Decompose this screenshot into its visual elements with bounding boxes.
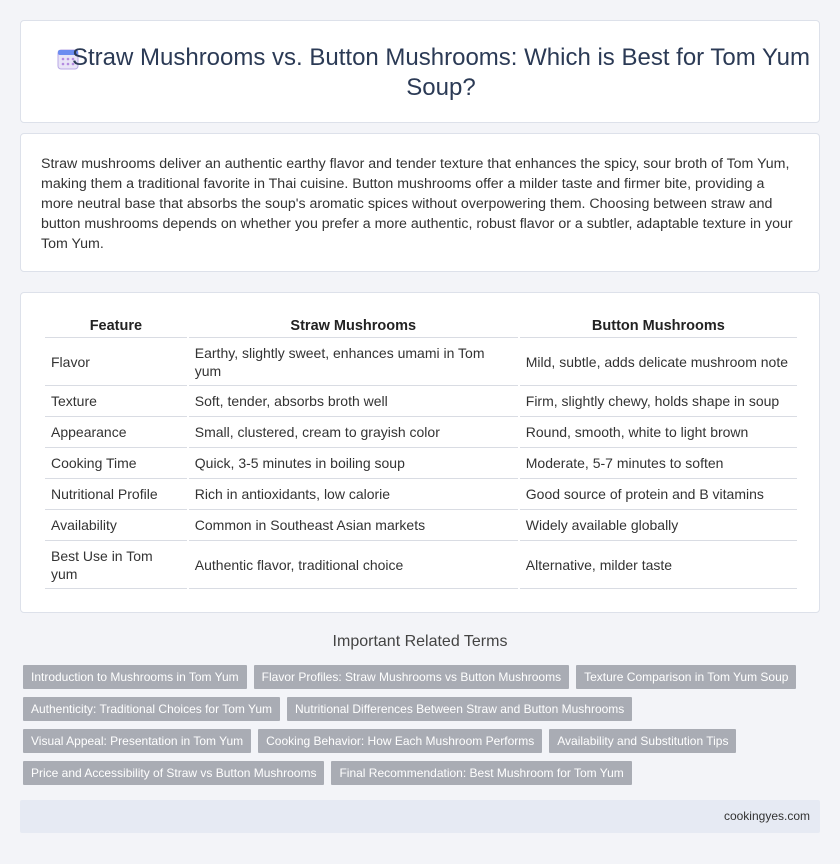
- table-cell: Nutritional Profile: [45, 479, 187, 510]
- related-terms-list: [23, 665, 823, 785]
- table-cell: Alternative, milder taste: [520, 541, 797, 589]
- table-row: [45, 386, 797, 417]
- footer-site-name[interactable]: cookingyes.com: [723, 809, 810, 823]
- related-term-tag[interactable]: Cooking Behavior: How Each Mushroom Performs: [258, 729, 542, 753]
- intro-paragraph: Straw mushrooms deliver an authentic earthy flavor and tender texture that enhances the spicy, sour broth of Tom Yum, making them a traditional favorite in Thai cuisine. Button mushrooms offer a milder taste and firmer bite, providing a more neutral base that absorbs the soup's aromatic spices without overpowering them. Choosing between straw and button mushrooms depends on whether you prefer a more authentic, robust flavor or a subtler, adaptable texture in your Tom Yum.: [41, 156, 793, 252]
- table-row: [45, 338, 797, 386]
- table-cell: Flavor: [45, 338, 187, 386]
- related-term-tag[interactable]: Authenticity: Traditional Choices for Tom Yum: [23, 697, 280, 721]
- table-cell: Appearance: [45, 417, 187, 448]
- table-cell: Good source of protein and B vitamins: [520, 479, 797, 510]
- footer-bar: [20, 800, 820, 833]
- related-term-tag[interactable]: Visual Appeal: Presentation in Tom Yum: [23, 729, 251, 753]
- table-row: [45, 479, 797, 510]
- table-row: [45, 510, 797, 541]
- table-cell: Cooking Time: [45, 448, 187, 479]
- table-cell: Best Use in Tom yum: [45, 541, 187, 589]
- table-cell: Authentic flavor, traditional choice: [189, 541, 518, 589]
- intro-card: [20, 133, 820, 272]
- related-term-tag[interactable]: Texture Comparison in Tom Yum Soup: [576, 665, 796, 689]
- table-cell: Availability: [45, 510, 187, 541]
- table-row: [45, 541, 797, 589]
- comparison-table: [43, 315, 799, 589]
- title-card: [20, 20, 820, 123]
- related-term-tag[interactable]: Availability and Substitution Tips: [549, 729, 736, 753]
- table-cell: Small, clustered, cream to grayish color: [189, 417, 518, 448]
- table-cell: Common in Southeast Asian markets: [189, 510, 518, 541]
- related-term-tag[interactable]: Nutritional Differences Between Straw and Button Mushrooms: [287, 697, 632, 721]
- related-term-tag[interactable]: Introduction to Mushrooms in Tom Yum: [23, 665, 247, 689]
- table-cell: Mild, subtle, adds delicate mushroom note: [520, 338, 797, 386]
- related-term-tag[interactable]: Flavor Profiles: Straw Mushrooms vs Button Mushrooms: [254, 665, 569, 689]
- table-cell: Widely available globally: [520, 510, 797, 541]
- column-header-button: Button Mushrooms: [520, 315, 797, 338]
- comparison-table-card: [20, 292, 820, 613]
- table-row: [45, 417, 797, 448]
- table-header-row: [45, 315, 797, 338]
- table-row: [45, 448, 797, 479]
- table-cell: Firm, slightly chewy, holds shape in soup: [520, 386, 797, 417]
- page-title: Straw Mushrooms vs. Button Mushrooms: Which is Best for Tom Yum Soup?: [71, 44, 811, 101]
- related-terms-heading: Important Related Terms: [332, 633, 508, 650]
- related-term-tag[interactable]: Final Recommendation: Best Mushroom for Tom Yum: [331, 761, 631, 785]
- table-cell: Soft, tender, absorbs broth well: [189, 386, 518, 417]
- table-cell: Rich in antioxidants, low calorie: [189, 479, 518, 510]
- column-header-feature: Feature: [45, 315, 187, 338]
- column-header-straw: Straw Mushrooms: [189, 315, 518, 338]
- table-cell: Texture: [45, 386, 187, 417]
- table-cell: Earthy, slightly sweet, enhances umami in Tom yum: [189, 338, 518, 386]
- table-cell: Quick, 3-5 minutes in boiling soup: [189, 448, 518, 479]
- table-cell: Moderate, 5-7 minutes to soften: [520, 448, 797, 479]
- related-term-tag[interactable]: Price and Accessibility of Straw vs Button Mushrooms: [23, 761, 324, 785]
- table-cell: Round, smooth, white to light brown: [520, 417, 797, 448]
